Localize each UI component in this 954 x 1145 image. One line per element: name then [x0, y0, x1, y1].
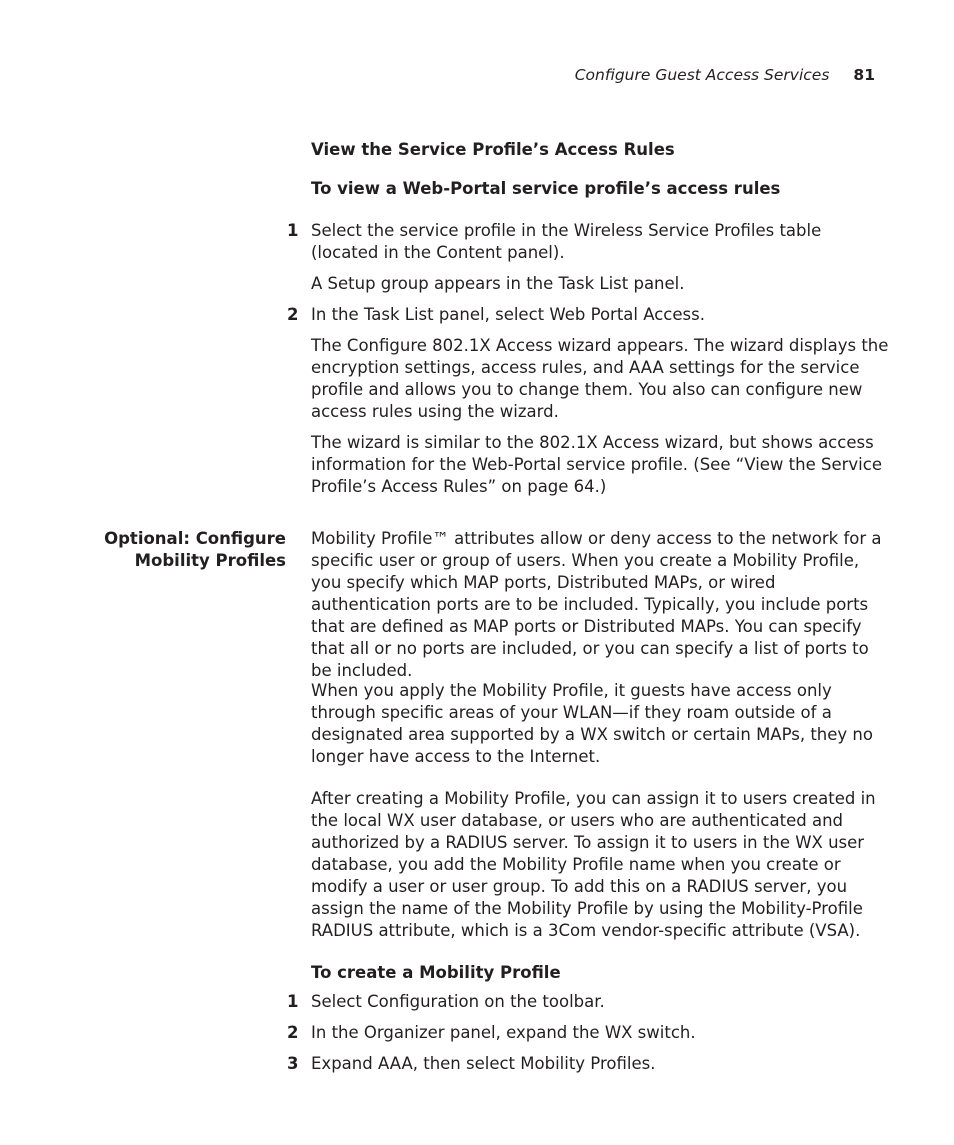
step-number: 1 [287, 992, 299, 1011]
step-number: 3 [287, 1054, 299, 1073]
step-text: Expand AAA, then select Mobility Profiles. [311, 1054, 656, 1073]
page-number: 81 [853, 66, 875, 84]
header-title: Configure Guest Access Services [574, 66, 830, 84]
step-result-note: The wizard is similar to the 802.1X Access wizard, but shows access information for the Web-Portal service profile. (See “View the Service Profile’s Access Rules” on page 64.) [311, 433, 882, 496]
body-paragraph: Mobility Profile™ attributes allow or deny access to the network for a specific user or group of users. When you create a Mobility Profile, you specify which MAP ports, Distributed MAPs, or wired authentication ports are to be included. Typically, you include ports that are defined as MAP ports or Distributed MAPs. You can specify that all or no ports are included, or you can specify a list of ports to be included. [311, 529, 882, 680]
side-heading-line2: Mobility Profiles [134, 551, 286, 570]
step-text: Select Configuration on the toolbar. [311, 992, 605, 1011]
side-heading [104, 528, 286, 572]
section-heading: View the Service Profile’s Access Rules [311, 140, 675, 159]
procedure-title: To view a Web-Portal service profile’s access rules [311, 179, 781, 198]
step-number: 2 [287, 305, 299, 324]
step-number: 2 [287, 1023, 299, 1042]
body-paragraph: When you apply the Mobility Profile, it guests have access only through specific areas of your WLAN—if they roam outside of a designated area supported by a WX switch or certain MAPs, they no longer have access to the Internet. [311, 681, 873, 766]
step-result: The Configure 802.1X Access wizard appears. The wizard displays the encryption settings, access rules, and AAA settings for the service profile and allows you to change them. You also can configure new access rules using the wizard. [311, 336, 889, 421]
side-heading-line1: Optional: Configure [104, 529, 286, 548]
step-text: In the Organizer panel, expand the WX switch. [311, 1023, 696, 1042]
step-number: 1 [287, 221, 299, 240]
body-paragraph: After creating a Mobility Profile, you can assign it to users created in the local WX user database, or users who are authenticated and authorized by a RADIUS server. To assign it to users in the WX user database, you add the Mobility Profile name when you create or modify a user or user group. To add this on a RADIUS server, you assign the name of the Mobility Profile by using the Mobility-Profile RADIUS attribute, which is a 3Com vendor-specific attribute (VSA). [311, 789, 876, 940]
step-text: Select the service profile in the Wireless Service Profiles table (located in the Content panel). [311, 221, 822, 262]
step-result: A Setup group appears in the Task List panel. [311, 274, 685, 293]
step-text: In the Task List panel, select Web Portal Access. [311, 305, 705, 324]
procedure-title: To create a Mobility Profile [311, 963, 561, 982]
running-header [575, 66, 875, 84]
